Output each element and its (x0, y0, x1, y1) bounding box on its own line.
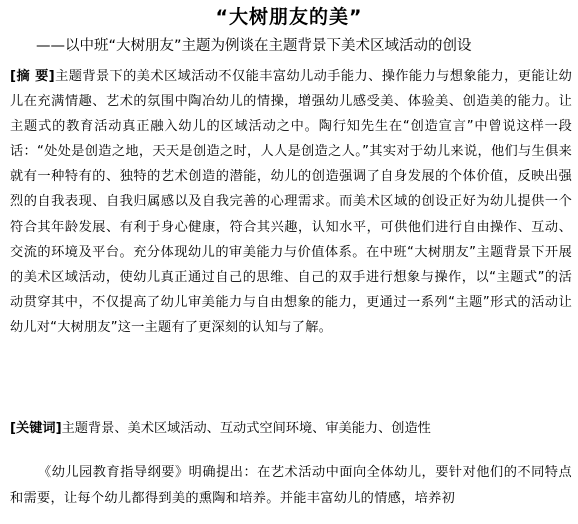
document-subtitle: ——以中班“大树朋友”主题为例谈在主题背景下美术区域活动的创设 (36, 38, 472, 54)
abstract-label: [摘 要] (10, 69, 55, 84)
abstract-text: 主题背景下的美术区域活动不仅能丰富幼儿动手能力、操作能力与想象能力，更能让幼儿在充满情趣、艺术的氛围中陶冶幼儿的情操，增强幼儿感受美、体验美、创造美的能力。让主题式的教育活动真正融入幼儿的区域活动之中。陶行知先生在“创造宣言”中曾说这样一段话：“处处是创造之地，天天是创造之时，人人是创造之人。”其实对于幼儿来说，他们与生俱来就有一种特有的、独特的艺术创造的潜能，幼儿的创造强调了自身发展的个体价值，反映出强烈的自我表现、自我归属感以及自我完善的心理需求。而美术区域的创设正好为幼儿提供一个符合其年龄发展、有利于身心健康，符合其兴趣，认知水平，可供他们进行自由操作、互动、交流的环境及平台。充分体现幼儿的审美能力与价值体系。在中班“大树朋友”主题背景下开展的美术区域活动，使幼儿真正通过自己的思维、自己的双手进行想象与操作，以“主题式”的活动贯穿其中，不仅提高了幼儿审美能力与自由想象的能力，更通过一系列“主题”形式的活动让幼儿对“大树朋友”这一主题有了更深刻的认知与了解。 (10, 69, 572, 335)
abstract-paragraph (10, 64, 572, 340)
body-paragraph: 《幼儿园教育指导纲要》明确提出：在艺术活动中面向全体幼儿，要针对他们的不同特点和需要，让每个幼儿都得到美的熏陶和培养。并能丰富幼儿的情感，培养初 (10, 465, 572, 506)
keywords-text: 主题背景、美术区域活动、互动式空间环境、审美能力、创造性 (61, 421, 431, 436)
keywords-line (10, 418, 572, 440)
keywords-label: [关键词] (10, 421, 62, 436)
document-title: “大树朋友的美” (215, 6, 363, 28)
